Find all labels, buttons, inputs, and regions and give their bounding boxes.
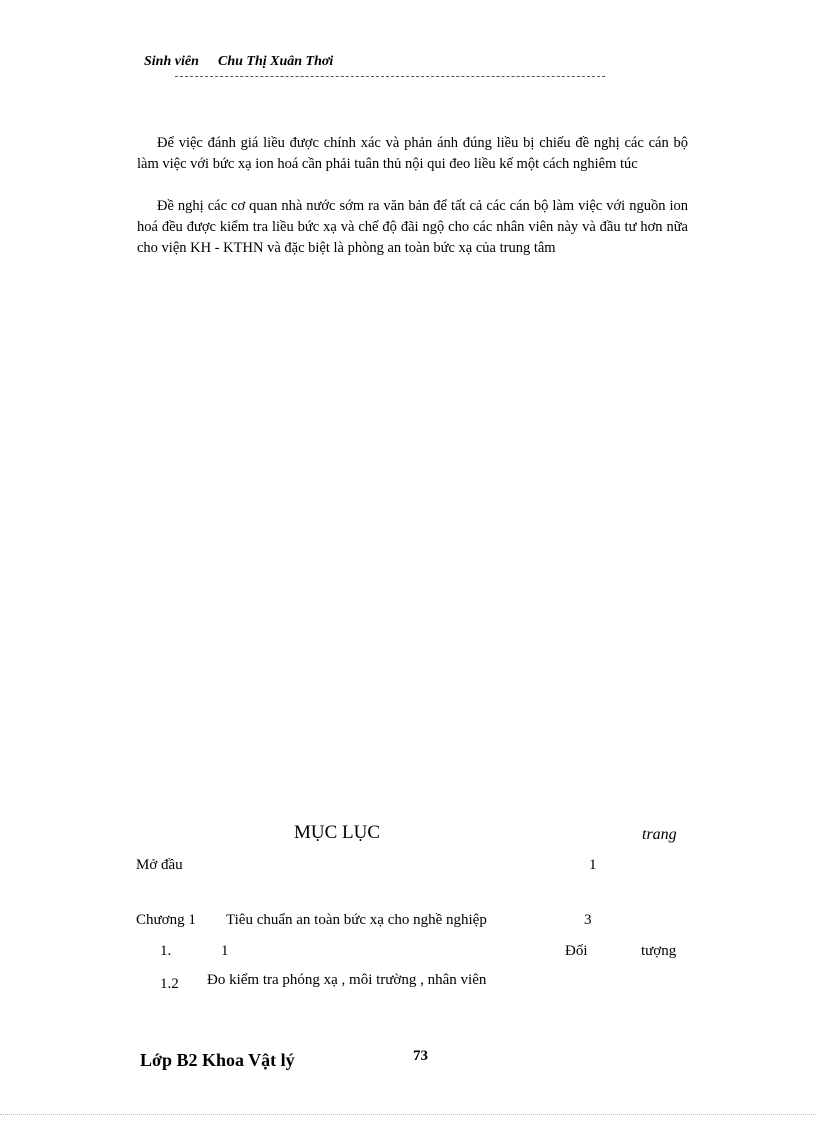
toc-title: MỤC LỤC	[294, 822, 381, 843]
paragraph-2	[137, 196, 688, 259]
toc-entry-word: Đối	[565, 943, 588, 959]
toc-page-label: trang	[642, 826, 677, 843]
toc-entry-label: Tiêu chuẩn an toàn bức xạ cho nghề nghiệp	[226, 912, 487, 928]
toc-entry-page: 1	[589, 857, 597, 873]
footer-class-label: Lớp B2 Khoa Vật lý	[140, 1050, 295, 1070]
page-number: 73	[413, 1048, 428, 1064]
student-name: Chu Thị Xuân Thơi	[218, 54, 334, 69]
toc-entry-number: Chương 1	[136, 912, 196, 928]
student-label: Sinh viên	[144, 54, 199, 69]
header-divider	[175, 76, 605, 77]
bottom-divider	[0, 1114, 816, 1115]
toc-entry-number: 1.2	[160, 976, 179, 992]
toc-entry-number: 1.	[160, 943, 172, 959]
paragraph-1-text: Để việc đánh giá liều được chính xác và phản ánh đúng liều bị chiếu đề nghị các cán bộ làm việc với bức xạ ion hoá cần phải tuân thủ nội qui đeo liều kế một cách nghiêm túc	[137, 135, 688, 172]
toc-entry-label: Mở đầu	[136, 857, 183, 873]
paragraph-1	[137, 133, 688, 175]
toc-entry-number: 1	[221, 943, 229, 959]
toc-entry-page: 3	[584, 912, 592, 928]
toc-entry-label: Đo kiểm tra phóng xạ , môi trường , nhân viên	[207, 972, 487, 988]
toc-entry-word: tượng	[641, 943, 677, 959]
paragraph-2-text: Đề nghị các cơ quan nhà nước sớm ra văn bản để tất cả các cán bộ làm việc với nguồn ion hoá đều được kiểm tra liều bức xạ và chế độ đãi ngộ cho các nhân viên này và đầu tư hơn nữa cho viện KH - KTHN và đặc biệt là phòng an toàn bức xạ của trung tâm	[137, 198, 688, 256]
